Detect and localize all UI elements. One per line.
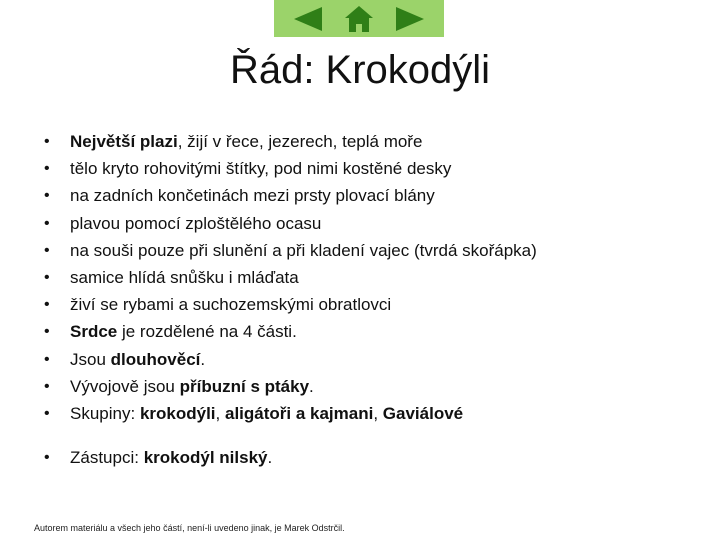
item-text: na zadních končetinách mezi prsty plovací blány bbox=[70, 186, 435, 206]
list-item bbox=[44, 318, 694, 345]
bold-text: Gaviálové bbox=[382, 403, 464, 423]
bullet-marker: • bbox=[44, 323, 50, 341]
item-text: Jsou bbox=[70, 349, 111, 369]
bullet-marker: • bbox=[44, 404, 50, 422]
bullet-marker: • bbox=[44, 133, 50, 150]
list-item bbox=[44, 182, 694, 209]
list-item bbox=[44, 373, 694, 400]
item-text: na souši pouze při slunění a při kladení vajec (tvrdá skořápka) bbox=[70, 240, 537, 260]
page-title: Řád: Krokodýli bbox=[229, 48, 491, 92]
prev-icon bbox=[292, 5, 324, 33]
bold-text: příbuzní s ptáky bbox=[179, 376, 310, 396]
bold-text: Největší plazi bbox=[70, 132, 178, 151]
bullet-marker: • bbox=[44, 241, 50, 259]
list-item bbox=[44, 237, 694, 264]
home-icon bbox=[343, 4, 375, 34]
bold-text: Srdce bbox=[70, 322, 118, 342]
navigation-bar bbox=[274, 0, 444, 37]
bullet-marker: • bbox=[44, 187, 50, 205]
bold-text: aligátoři a kajmani bbox=[224, 403, 374, 423]
item-text: Zástupci: bbox=[70, 448, 144, 468]
item-text: Skupiny: bbox=[70, 403, 140, 423]
item-text: . bbox=[200, 349, 206, 369]
list-item bbox=[44, 155, 694, 182]
bullet-marker: • bbox=[44, 160, 50, 178]
item-text: , bbox=[215, 403, 225, 423]
home-button[interactable] bbox=[339, 4, 379, 34]
item-text: Vývojově jsou bbox=[70, 376, 180, 396]
bold-text: krokodýli bbox=[139, 403, 216, 423]
item-text: , žijí v řece, jezerech, teplá moře bbox=[177, 132, 423, 151]
bullet-marker: • bbox=[44, 268, 50, 286]
list-item bbox=[44, 291, 694, 318]
list-item bbox=[44, 444, 694, 471]
bullet-marker: • bbox=[44, 296, 50, 314]
bold-text: krokodýl nilský bbox=[143, 448, 268, 468]
list-item bbox=[44, 210, 694, 237]
bold-text: dlouhověcí bbox=[110, 349, 201, 369]
list-item bbox=[44, 400, 694, 427]
list-item bbox=[44, 264, 694, 291]
bullet-marker: • bbox=[44, 377, 50, 395]
footer-attribution: Autorem materiálu a všech jeho částí, není-li uvedeno jinak, je Marek Odstrčil. bbox=[34, 523, 345, 533]
item-text: samice hlídá snůšku i mláďata bbox=[70, 267, 299, 287]
item-text: tělo kryto rohovitými štítky, pod nimi kostěné desky bbox=[70, 159, 452, 179]
item-text: . bbox=[267, 448, 273, 468]
item-text: živí se rybami a suchozemskými obratlovci bbox=[70, 295, 392, 315]
bullet-marker: • bbox=[44, 214, 50, 232]
previous-button[interactable] bbox=[288, 4, 328, 34]
next-button[interactable] bbox=[390, 4, 430, 34]
item-text: je rozdělené na 4 části. bbox=[117, 322, 297, 342]
bullet-list bbox=[44, 128, 694, 471]
bullet-marker: • bbox=[44, 449, 50, 467]
list-item bbox=[44, 128, 694, 155]
item-text: . bbox=[309, 376, 314, 396]
item-text: plavou pomocí zploštělého ocasu bbox=[70, 213, 322, 233]
next-icon bbox=[394, 5, 426, 33]
bullet-marker: • bbox=[44, 350, 50, 368]
list-item bbox=[44, 346, 694, 373]
item-text: , bbox=[373, 403, 383, 423]
